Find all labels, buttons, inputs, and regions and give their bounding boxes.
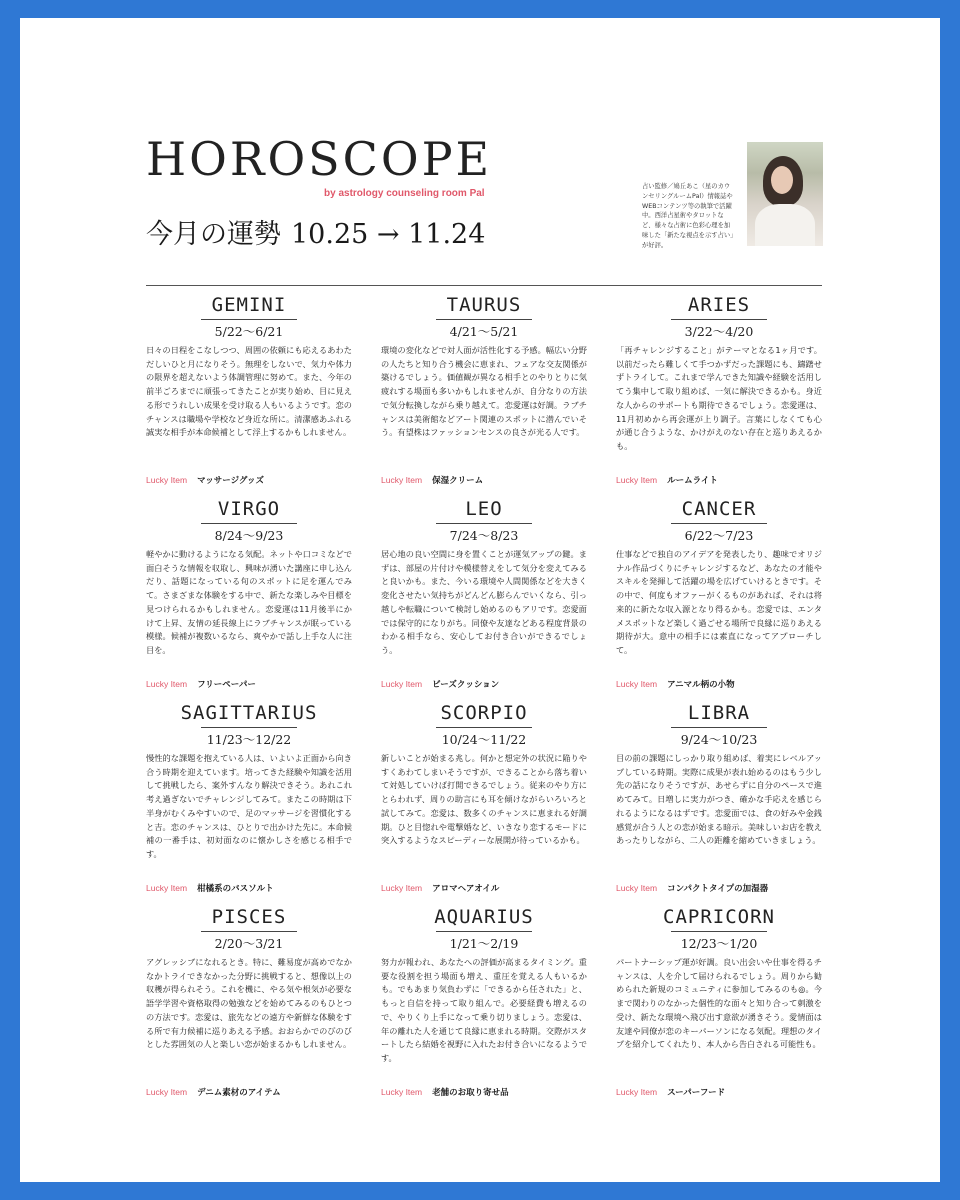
sign-virgo — [146, 498, 352, 691]
sign-text: 新しいことが始まる兆し。何かと想定外の状況に陥りやすくあわてしまいそうですが、できることから落ち着いて対処していけば打開できるでしょう。従来のやり方にとらわれず、周りの助言にも耳を傾けながらいろいろと試してみて。恋愛は、数多くのチャンスに恵まれる好調期。ひと目惚れや電撃婚など、いきなり恋するモードに突入するようなスピーディーな展開が待っているかも。 — [381, 753, 587, 846]
sign-name: ARIES — [687, 294, 751, 316]
lucky-item — [381, 1086, 587, 1099]
sign-aquarius — [381, 906, 587, 1099]
lucky-item-value: コンパクトタイプの加湿器 — [667, 884, 769, 894]
sign-text: 居心地の良い空間に身を置くことが運気アップの鍵。まずは、部屋の片付けや模様替えをして気分を変えてみると良いかも。また、今いる環境や人間関係などを大きく変化させたい気持ちがどんどん膨らんでいくなら、引っ越しや転職について検討し始めるのもアリです。恋愛面では保守的になりがち。同僚や友達などある程度背景のわかる相手なら、安心してお付き合いができるでしょう。 — [381, 549, 587, 655]
supervisor-profile: 占い監修／鳩丘あこ（星のカウンセリングルームPal）情報誌やWEBコンテンツ等の執筆で活躍中。西洋占星術やタロットなど、様々な占術に色彩心理を加味した「新たな視点を示す占い」が好評。 — [642, 183, 734, 249]
sign-name: GEMINI — [211, 294, 287, 316]
lucky-item-value: デニム素材のアイテム — [197, 1088, 281, 1098]
sign-underline — [436, 727, 532, 728]
sign-name: CANCER — [681, 498, 757, 520]
sign-text: 仕事などで独自のアイデアを発表したり、趣味でオリジナル作品づくりにチャレンジするなど、あなたの才能やスキルを発揮して活躍の場を広げていけるときです。その中で、何度もオファーがくるものがあれば、それは将来的に新たな収入源となり得るかも。恋愛では、エンタメスポットなど楽しく過ごせる場所で良縁に巡りあえる期待が大。意中の相手には素直になってアプローチして。 — [616, 549, 822, 655]
sign-pisces — [146, 906, 352, 1099]
sign-leo — [381, 498, 587, 691]
lucky-item-value: スーパーフード — [667, 1088, 726, 1098]
supervisor-photo — [747, 142, 823, 246]
sign-name: SCORPIO — [440, 702, 528, 724]
sign-text: 目の前の課題にしっかり取り組めば、着実にレベルアップしている時期。実際に成果が表れ始めるのはもう少し先の話になりそうですが、あせらずに自分のペースで進めてみて。日増しに実力がつき、確かな手応えを感じられるようになるはずです。恋愛面では、食の好みや金銭感覚が合う人との恋が始まる暗示。美味しいお店を教えあったりしながら、二人の距離を縮めていきましょう。 — [616, 753, 822, 846]
lucky-label: Lucky Item — [381, 475, 423, 485]
sign-date: 3/22〜4/20 — [684, 324, 754, 339]
lucky-item — [616, 882, 822, 895]
photo-body — [755, 204, 815, 246]
lucky-label: Lucky Item — [616, 475, 658, 485]
sign-underline — [671, 727, 767, 728]
sign-text: 軽やかに動けるようになる気配。ネットや口コミなどで面白そうな情報を収取し、興味が湧いた講座に申し込んだり、話題になっている旬のスポットに足を運んでみて。さまざまな体験をする中で、新たな楽しみや目標を見つけられるかもしれません。恋愛運は11月後半にかけて上昇、友情の延長線上にラブチャンスが眠っている模様。候補が複数いるなら、爽やかで話し上手な人に注目を。 — [146, 549, 352, 655]
sign-name: PISCES — [211, 906, 287, 928]
sign-underline — [201, 319, 297, 320]
sign-underline — [671, 319, 767, 320]
sign-scorpio — [381, 702, 587, 895]
lucky-label: Lucky Item — [616, 1087, 658, 1097]
photo-face — [771, 166, 793, 194]
lucky-item — [381, 882, 587, 895]
lucky-label: Lucky Item — [381, 883, 423, 893]
sign-gemini — [146, 294, 352, 487]
period-range: 10.25 → 11.24 — [291, 219, 486, 250]
sign-text: 「再チャレンジすること」がテーマとなる1ヶ月です。以前だったら難しくて手つかずだった課題にも、躊躇せずトライして。これまで学んできた知識や経験を活用してう集中して取り組めば、一気に解決できるかも。身近な人からのサポートも期待できるでしょう。恋愛運は、11月初めから再会運が上り調子。言葉にしなくても心が通じ合うような、かけがえのない存在と巡りあえるかも。 — [616, 345, 822, 451]
sign-underline — [436, 523, 532, 524]
lucky-item-value: 柑橘系のバスソルト — [197, 884, 274, 894]
sign-underline — [671, 523, 767, 524]
lucky-label: Lucky Item — [381, 1087, 423, 1097]
sign-name: AQUARIUS — [434, 906, 534, 928]
sign-taurus — [381, 294, 587, 487]
sign-date: 2/20〜3/21 — [214, 936, 284, 951]
sign-libra — [616, 702, 822, 895]
lucky-item — [616, 474, 822, 487]
lucky-item-value: アニマル柄の小物 — [667, 680, 735, 690]
sign-date: 1/21〜2/19 — [449, 936, 519, 951]
sign-text: 日々の日程をこなしつつ、周囲の依頼にも応えるあわただしいひと月になりそう。無理をしないで、気力や体力の限界を超えないよう体調管理に努めて。また、今年の前半ごろまでに頑張ってきたことが実り始め、目に見える形でうれしい成果を受け取る人もいるようです。恋のチャンスは職場や学校など身近な所に。清潔感あふれる誠実な相手が本命候補として浮上するかもしれません。 — [146, 345, 352, 438]
header-divider — [146, 285, 822, 286]
lucky-item-value: アロマヘアオイル — [432, 884, 500, 894]
sign-date: 11/23〜12/22 — [206, 732, 292, 747]
sign-text: 環境の変化などで対人面が活性化する予感。幅広い分野の人たちと知り合う機会に恵まれ、フェアな交友関係が築けるでしょう。価値観が異なる相手とのやりとりに気疲れする場面も多いかもしれませんが、自分なりの方法で気分転換しながら乗り越えて。恋愛運は好調。ラブチャンスは美術館などアート関連のスポットに潜んでいそう。有望株はファッションセンスの良さが光る人です。 — [381, 345, 587, 438]
lucky-label: Lucky Item — [146, 1087, 188, 1097]
sign-name: LEO — [465, 498, 503, 520]
sign-date: 12/23〜1/20 — [680, 936, 758, 951]
page-title: HOROSCOPE — [146, 132, 493, 186]
sign-name: LIBRA — [687, 702, 751, 724]
sign-name: VIRGO — [217, 498, 281, 520]
sign-date: 10/24〜11/22 — [441, 732, 527, 747]
sign-date: 7/24〜8/23 — [449, 528, 519, 543]
lucky-item — [381, 474, 587, 487]
sign-date: 9/24〜10/23 — [680, 732, 758, 747]
sign-underline — [201, 523, 297, 524]
sign-sagittarius — [146, 702, 352, 895]
sign-underline — [436, 931, 532, 932]
lucky-label: Lucky Item — [381, 679, 423, 689]
sign-cancer — [616, 498, 822, 691]
lucky-item-value: 老舗のお取り寄せ品 — [432, 1088, 509, 1098]
lucky-item-value: マッサージグッズ — [197, 476, 265, 486]
sign-name: SAGITTARIUS — [180, 702, 318, 724]
horoscope-page — [20, 18, 940, 1182]
sign-date: 5/22〜6/21 — [214, 324, 284, 339]
period-label: 今月の運勢 — [146, 219, 281, 250]
sign-underline — [436, 319, 532, 320]
page-subtitle: by astrology counseling room Pal — [324, 188, 485, 199]
header — [146, 132, 822, 286]
sign-name: TAURUS — [446, 294, 522, 316]
lucky-label: Lucky Item — [146, 679, 188, 689]
lucky-item — [146, 882, 352, 895]
sign-aries — [616, 294, 822, 487]
period-heading — [146, 212, 485, 251]
sign-text: アグレッシブになれるとき。特に、難易度が高めでなかなかトライできなかった分野に挑戦すると、想像以上の収穫が得られそう。これを機に、やる気や根気が必要な語学学習や資格取得の勉強などを始めてみるのもひとつの方法です。恋愛は、旅先などの遠方や新鮮な体験をする所で有力候補に巡りあえる予感。おおらかでのびのびとした雰囲気の人と楽しい恋が始まるかもしれません。 — [146, 957, 352, 1050]
lucky-item-value: フリーペーパー — [197, 680, 256, 690]
lucky-item-value: ルームライト — [667, 476, 718, 486]
sign-underline — [671, 931, 767, 932]
lucky-label: Lucky Item — [146, 883, 188, 893]
lucky-label: Lucky Item — [146, 475, 188, 485]
sign-date: 6/22〜7/23 — [684, 528, 754, 543]
lucky-item — [616, 1086, 822, 1099]
sign-text: 慢性的な課題を抱えている人は、いよいよ正面から向き合う時期を迎えています。培ってきた経験や知識を活用して挑戦したら、案外すんなり解決できそう。あれこれ考え過ぎないでチャレンジしてみて。またこの時期は下半身がむくみやすいので、足のマッサージを習慣化すると吉。恋のチャンスは、ひとりで出かけた先に。本命候補の一番手は、初対面なのに懐かしさを感じる相手です。 — [146, 753, 352, 859]
sign-text: パートナーシップ運が好調。良い出会いや仕事を得るチャンスは、人を介して届けられるでしょう。周りから勧められた新規のコミュニティに参加してみるのも◎。今まで関わりのなかった個性的な面々と知り合って刺激を受け、新たな環境へ飛び出す意欲が湧きそう。愛情面は友達や同僚が恋のキーパーソンになる気配。理想のタイプを紹介してくれたり、本人から告白される可能性も。 — [616, 957, 822, 1050]
lucky-item — [381, 678, 587, 691]
lucky-item — [146, 1086, 352, 1099]
sign-underline — [201, 931, 297, 932]
lucky-item — [146, 678, 352, 691]
lucky-item — [146, 474, 352, 487]
sign-underline — [201, 727, 297, 728]
sign-date: 8/24〜9/23 — [214, 528, 284, 543]
lucky-item-value: 保湿クリーム — [432, 476, 484, 486]
lucky-item — [616, 678, 822, 691]
sign-date: 4/21〜5/21 — [449, 324, 519, 339]
lucky-label: Lucky Item — [616, 679, 658, 689]
lucky-item-value: ビーズクッション — [432, 680, 500, 690]
sign-text: 努力が報われ、あなたへの評価が高まるタイミング。重要な役割を担う場面も増え、重圧を覚える人もいるかも。でもあまり気負わずに「できるから任された」と、もっと自信を持って取り組んで。必要経費も増えるので、やりくり上手になって乗り切りましょう。恋愛は、年の離れた人を通じて良縁に恵まれる時期。交際がスタートしたら結婚を視野に入れたお付き合いになるようです。 — [381, 957, 587, 1063]
sign-name: CAPRICORN — [663, 906, 775, 928]
sign-capricorn — [616, 906, 822, 1099]
lucky-label: Lucky Item — [616, 883, 658, 893]
